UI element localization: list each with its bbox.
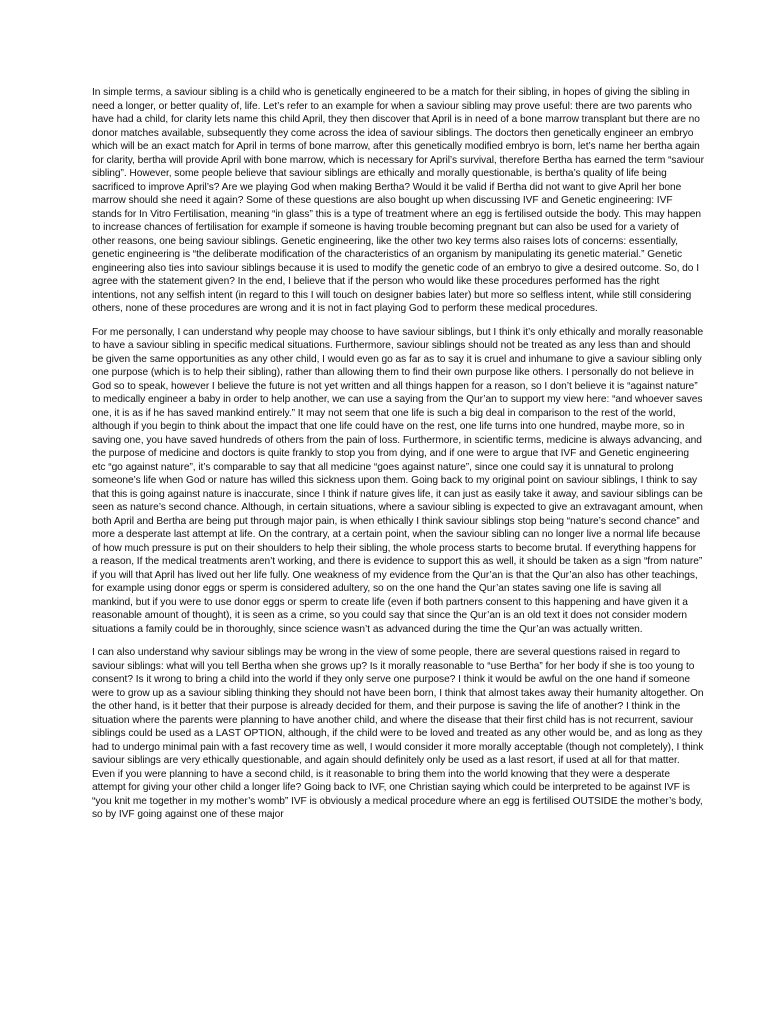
paragraph-personal-view: For me personally, I can understand why people may choose to have saviour siblings, but I think it’s only ethically and morally reasonable to have a saviour sibling in specific medical situations. Furthermore, saviour siblings should not be treated as any less than and should be given the same opportunities as any other child, I would even go as far as to say it is cruel and inhumane to give a saviour sibling only one purpose (which is to help their sibling), rather than allowing them to find their own purpose like others. I personally do not believe in God so to speak, however I believe the future is not yet written and all things happen for a reason, so I don’t believe it is “against nature” to medically engineer a baby in order to help another, we can use a saying from the Qur’an to support my view here: “and whoever saves one, it is as if he has saved mankind entirely.” It may not seem that one life is such a big deal in comparison to the rest of the world, although if you begin to think about the impact that one life could have on the rest, one life turns into one hundred, maybe more, so in saving one, you have saved hundreds of others from the pain of loss. Furthermore, in scientific terms, medicine is always advancing, and the purpose of medicine and doctors is quite frankly to stop you from dying, and if one were to argue that IVF and Genetic engineering etc “go against nature”, it’s comparable to say that all medicine “goes against nature”, since one could say it is unnatural to prolong someone’s life when God or nature has willed this sickness upon them. Going back to my original point on saviour siblings, I think to say that this is going against nature is inaccurate, since I think if nature gives life, it can just as easily take it away, and saviour siblings can be seen as nature’s second chance. Although, in certain situations, where a saviour sibling is expected to give an extravagant amount, when both April and Bertha are being put through major pain, is when ethically I think saviour siblings stop being “nature’s second chance” and more a desperate last attempt at life. On the contrary, at a certain point, when the saviour sibling can no longer live a normal life because of how much pressure is put on their shoulders to help their sibling, the whole process starts to become brutal. If everything happens for a reason, If the medical treatments aren’t working, and there is evidence to support this as well, it should be taken as a sign “from nature” if you will that April has lived out her life fully. One weakness of my evidence from the Qur’an is that the Qur’an also has other teachings, for example using donor eggs or sperm is considered adultery, so on the one hand the Qur’an states saving one life is saving all mankind, but if you were to use donor eggs or sperm to create life (even if both partners consent to this happening and have given it a reasonable amount of thought), it is seen as a crime, so you could say that since the Qur’an is an old text it does not consider modern situations a family could be in thoroughly, since science wasn’t as advanced during the time the Qur’an was actually written. (92, 326, 704, 635)
document-page (92, 86, 704, 832)
paragraph-intro: In simple terms, a saviour sibling is a child who is genetically engineered to be a match for their sibling, in hopes of giving the sibling in need a longer, or better quality of, life. Let’s refer to an example for when a saviour sibling may prove useful: there are two parents who have had a child, for clarity lets name this child April, they then discover that April is in need of a bone marrow transplant but there are no donor matches available, subsequently they come across the idea of saviour siblings. The doctors then genetically engineer an embryo which will be an exact match for April in terms of bone marrow, after this genetically modified embryo is born, let’s name her bertha again for clarity, bertha will provide April with bone marrow, which is necessary for April’s survival, therefore Bertha has earned the term “saviour sibling”. However, some people believe that saviour siblings are ethically and morally questionable, is bertha’s quality of life being sacrificed to improve April’s? Are we playing God when making Bertha? Would it be valid if Bertha did not want to give April her bone marrow should she need it again? Some of these questions are also bought up when discussing IVF and Genetic engineering: IVF stands for In Vitro Fertilisation, meaning “in glass” this is a type of treatment where an egg is fertilised outside the body. This may happen to increase chances of fertilisation for example if someone is having trouble becoming pregnant but can also be used for a variety of other reasons, one being saviour siblings. Genetic engineering, like the other two key terms also raises lots of concerns: essentially, genetic engineering is “the deliberate modification of the characteristics of an organism by manipulating its genetic material.” Genetic engineering also ties into saviour siblings because it is used to modify the genetic code of an embryo to give a desired outcome. So, do I agree with the statement given? In the end, I believe that if the person who would like these procedures performed has the right intentions, not any selfish intent (in regard to this I will touch on designer babies later) but more so selfless intent, while still considering others, none of these procedures are wrong and it is not in fact playing God to perform these medical procedures. (92, 87, 704, 314)
paragraph-counter-view: I can also understand why saviour siblings may be wrong in the view of some people, there are several questions raised in regard to saviour siblings: what will you tell Bertha when she grows up? Is it morally reasonable to “use Bertha” for her body if she is too young to consent? Is it wrong to bring a child into the world if they only serve one purpose? I think it would be awful on the one hand if someone were to grow up as a saviour sibling thinking they should not have been born, I think that almost takes away their humanity altogether. On the other hand, is it better that their purpose is already decided for them, and their purpose is saving the life of another? I think in the situation where the parents were planning to have another child, and where the disease that their first child has is not recurrent, saviour siblings could be used as a LAST OPTION, although, if the child were to be loved and treated as any other would be, and as long as they had to undergo minimal pain with a fast recovery time as well, I would consider it more morally acceptable (though not completely), I think saviour siblings are very ethically questionable, and again should definitely only be used as a last resort, if used at all for that matter. Even if you were planning to have a second child, is it reasonable to bring them into the world knowing that they were a desperate attempt for giving your other child a longer life? Going back to IVF, one Christian saying which could be interpreted to be against IVF is “you knit me together in my mother’s womb” IVF is obviously a medical procedure where an egg is fertilised OUTSIDE the mother’s body, so by IVF going against one of these major (92, 647, 704, 820)
